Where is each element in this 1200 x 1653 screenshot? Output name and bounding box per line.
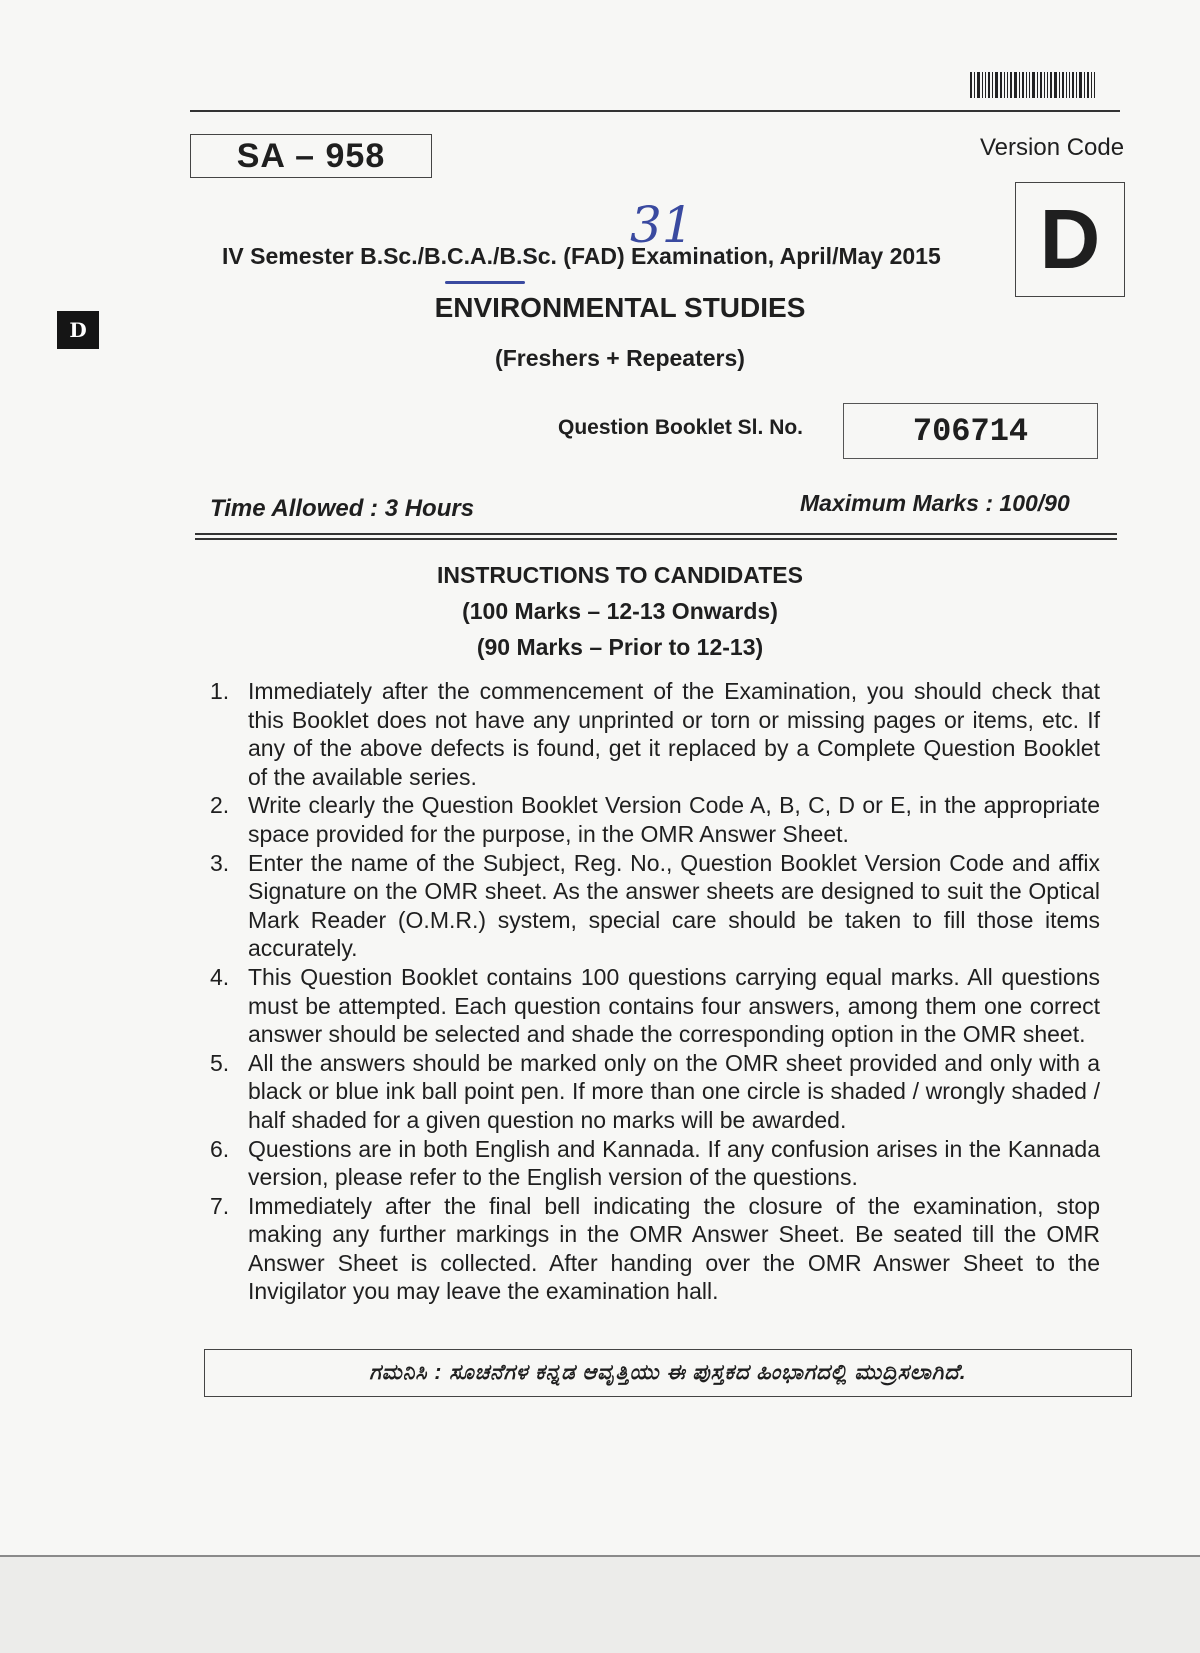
item-number: 1.	[210, 678, 230, 704]
barcode-bar	[1044, 72, 1045, 98]
barcode-bar	[1022, 72, 1024, 98]
list-item	[210, 677, 1100, 791]
item-number: 6.	[210, 1135, 230, 1162]
barcode-bar	[1004, 72, 1005, 98]
barcode-bar	[1014, 72, 1017, 98]
barcode-bar	[988, 72, 990, 98]
barcode-bar	[995, 72, 998, 98]
barcode-bar	[1054, 72, 1057, 98]
instructions-list	[210, 677, 1100, 1306]
barcode-bar	[1066, 72, 1067, 98]
barcode-bar	[1032, 72, 1035, 98]
barcode-bar	[1000, 72, 1002, 98]
item-number: 4.	[210, 963, 230, 990]
instructions-marks-new: (100 Marks – 12-13 Onwards)	[462, 598, 778, 624]
barcode-bar	[1010, 72, 1012, 98]
barcode-bar	[992, 72, 993, 98]
barcode-bar	[1059, 72, 1060, 98]
paper-code: SA – 958	[190, 134, 432, 178]
subject-title: ENVIRONMENTAL STUDIES	[434, 292, 806, 323]
top-rule	[190, 110, 1120, 112]
barcode-bar	[1079, 72, 1082, 98]
candidate-category: (Freshers + Repeaters)	[495, 345, 745, 371]
list-item	[210, 791, 1100, 848]
version-side-tab: D	[57, 311, 99, 349]
barcode-bar	[977, 72, 980, 98]
ink-underline	[445, 281, 525, 284]
barcode-bar	[1050, 72, 1052, 98]
list-item	[210, 849, 1100, 963]
barcode-bar	[974, 72, 975, 98]
barcode-bar	[1076, 72, 1077, 98]
item-text: Enter the name of the Subject, Reg. No., Question Booklet Version Code and affix Signature on the OMR sheet. As the answer sheets are designed to suit the Optical Mark Reader (O.M.R.) system, special care should be taken to fill those items accurately.	[248, 849, 1100, 962]
instructions-title: INSTRUCTIONS TO CANDIDATES	[437, 562, 803, 588]
time-allowed: Time Allowed : 3 Hours	[210, 495, 475, 522]
barcode-bar	[1037, 72, 1038, 98]
booklet-serial-number: 706714	[843, 403, 1098, 459]
item-number: 7.	[210, 1192, 230, 1219]
item-number: 3.	[210, 849, 230, 876]
barcode-bar	[1094, 72, 1095, 98]
version-code-label: Version Code	[980, 134, 1125, 161]
barcode-bar	[1069, 72, 1070, 98]
item-number: 2.	[210, 792, 230, 819]
list-item	[210, 1049, 1100, 1135]
double-rule-top	[195, 533, 1117, 535]
item-text: Write clearly the Question Booklet Version Code A, B, C, D or E, in the appropriate space provided for the purpose, in the OMR Answer Sheet.	[248, 792, 1100, 847]
list-item	[210, 1135, 1100, 1192]
item-text: This Question Booklet contains 100 questions carrying equal marks. All questions must be attempted. Each question contains four answers, among them one correct answer should be selected and shade the corresponding option in the OMR sheet.	[248, 963, 1100, 1048]
barcode-bar	[970, 72, 972, 98]
booklet-serial-label: Question Booklet Sl. No.	[558, 416, 804, 439]
item-text: Questions are in both English and Kannada. If any confusion arises in the Kannada version, please refer to the English version of the questions.	[248, 1135, 1100, 1191]
item-text: All the answers should be marked only on the OMR sheet provided and only with a black or blue ink ball point pen. If more than one circle is shaded / wrongly shaded / half shaded for a given question no marks will be awarded.	[248, 1049, 1100, 1133]
barcode-bar	[1047, 72, 1048, 98]
barcode-bar	[1087, 72, 1089, 98]
barcode	[970, 72, 1125, 98]
barcode-bar	[1007, 72, 1008, 98]
barcode-bar	[1062, 72, 1064, 98]
list-item	[210, 1192, 1100, 1306]
item-text: Immediately after the commencement of the Examination, you should check that this Booklet does not have any unprinted or torn or missing pages or items, etc. If any of the above defects is found, get it replaced by a Complete Question Booklet of the available series.	[248, 678, 1100, 790]
scan-background	[0, 1557, 1200, 1653]
barcode-bar	[982, 72, 983, 98]
version-code-box: D	[1015, 182, 1125, 297]
barcode-bar	[1084, 72, 1085, 98]
barcode-bar	[1091, 72, 1092, 98]
barcode-bar	[985, 72, 986, 98]
item-number: 5.	[210, 1049, 230, 1076]
exam-title: IV Semester B.Sc./B.C.A./B.Sc. (FAD) Examination, April/May 2015	[222, 243, 941, 269]
handwritten-number: 31	[630, 196, 694, 254]
instructions-marks-old: (90 Marks – Prior to 12-13)	[476, 634, 764, 660]
barcode-bar	[1040, 72, 1042, 98]
kannada-note: ಗಮನಿಸಿ : ಸೂಚನೆಗಳ ಕನ್ನಡ ಆವೃತ್ತಿಯು ಈ ಪುಸ್ತಕದ ಹಿಂಭಾಗದಲ್ಲಿ ಮುದ್ರಿಸಲಾಗಿದೆ.	[204, 1349, 1132, 1397]
item-text: Immediately after the final bell indicating the closure of the examination, stop making any further markings in the OMR Answer Sheet. Be seated till the OMR Answer Sheet is collected. After handing over the OMR Answer Sheet to the Invigilator you may leave the examination hall.	[248, 1192, 1100, 1305]
double-rule-bottom	[195, 538, 1117, 540]
barcode-bar	[1072, 72, 1074, 98]
maximum-marks: Maximum Marks : 100/90	[800, 490, 1070, 516]
list-item	[210, 963, 1100, 1049]
barcode-bar	[1029, 72, 1030, 98]
barcode-bar	[1026, 72, 1027, 98]
barcode-bar	[1019, 72, 1020, 98]
